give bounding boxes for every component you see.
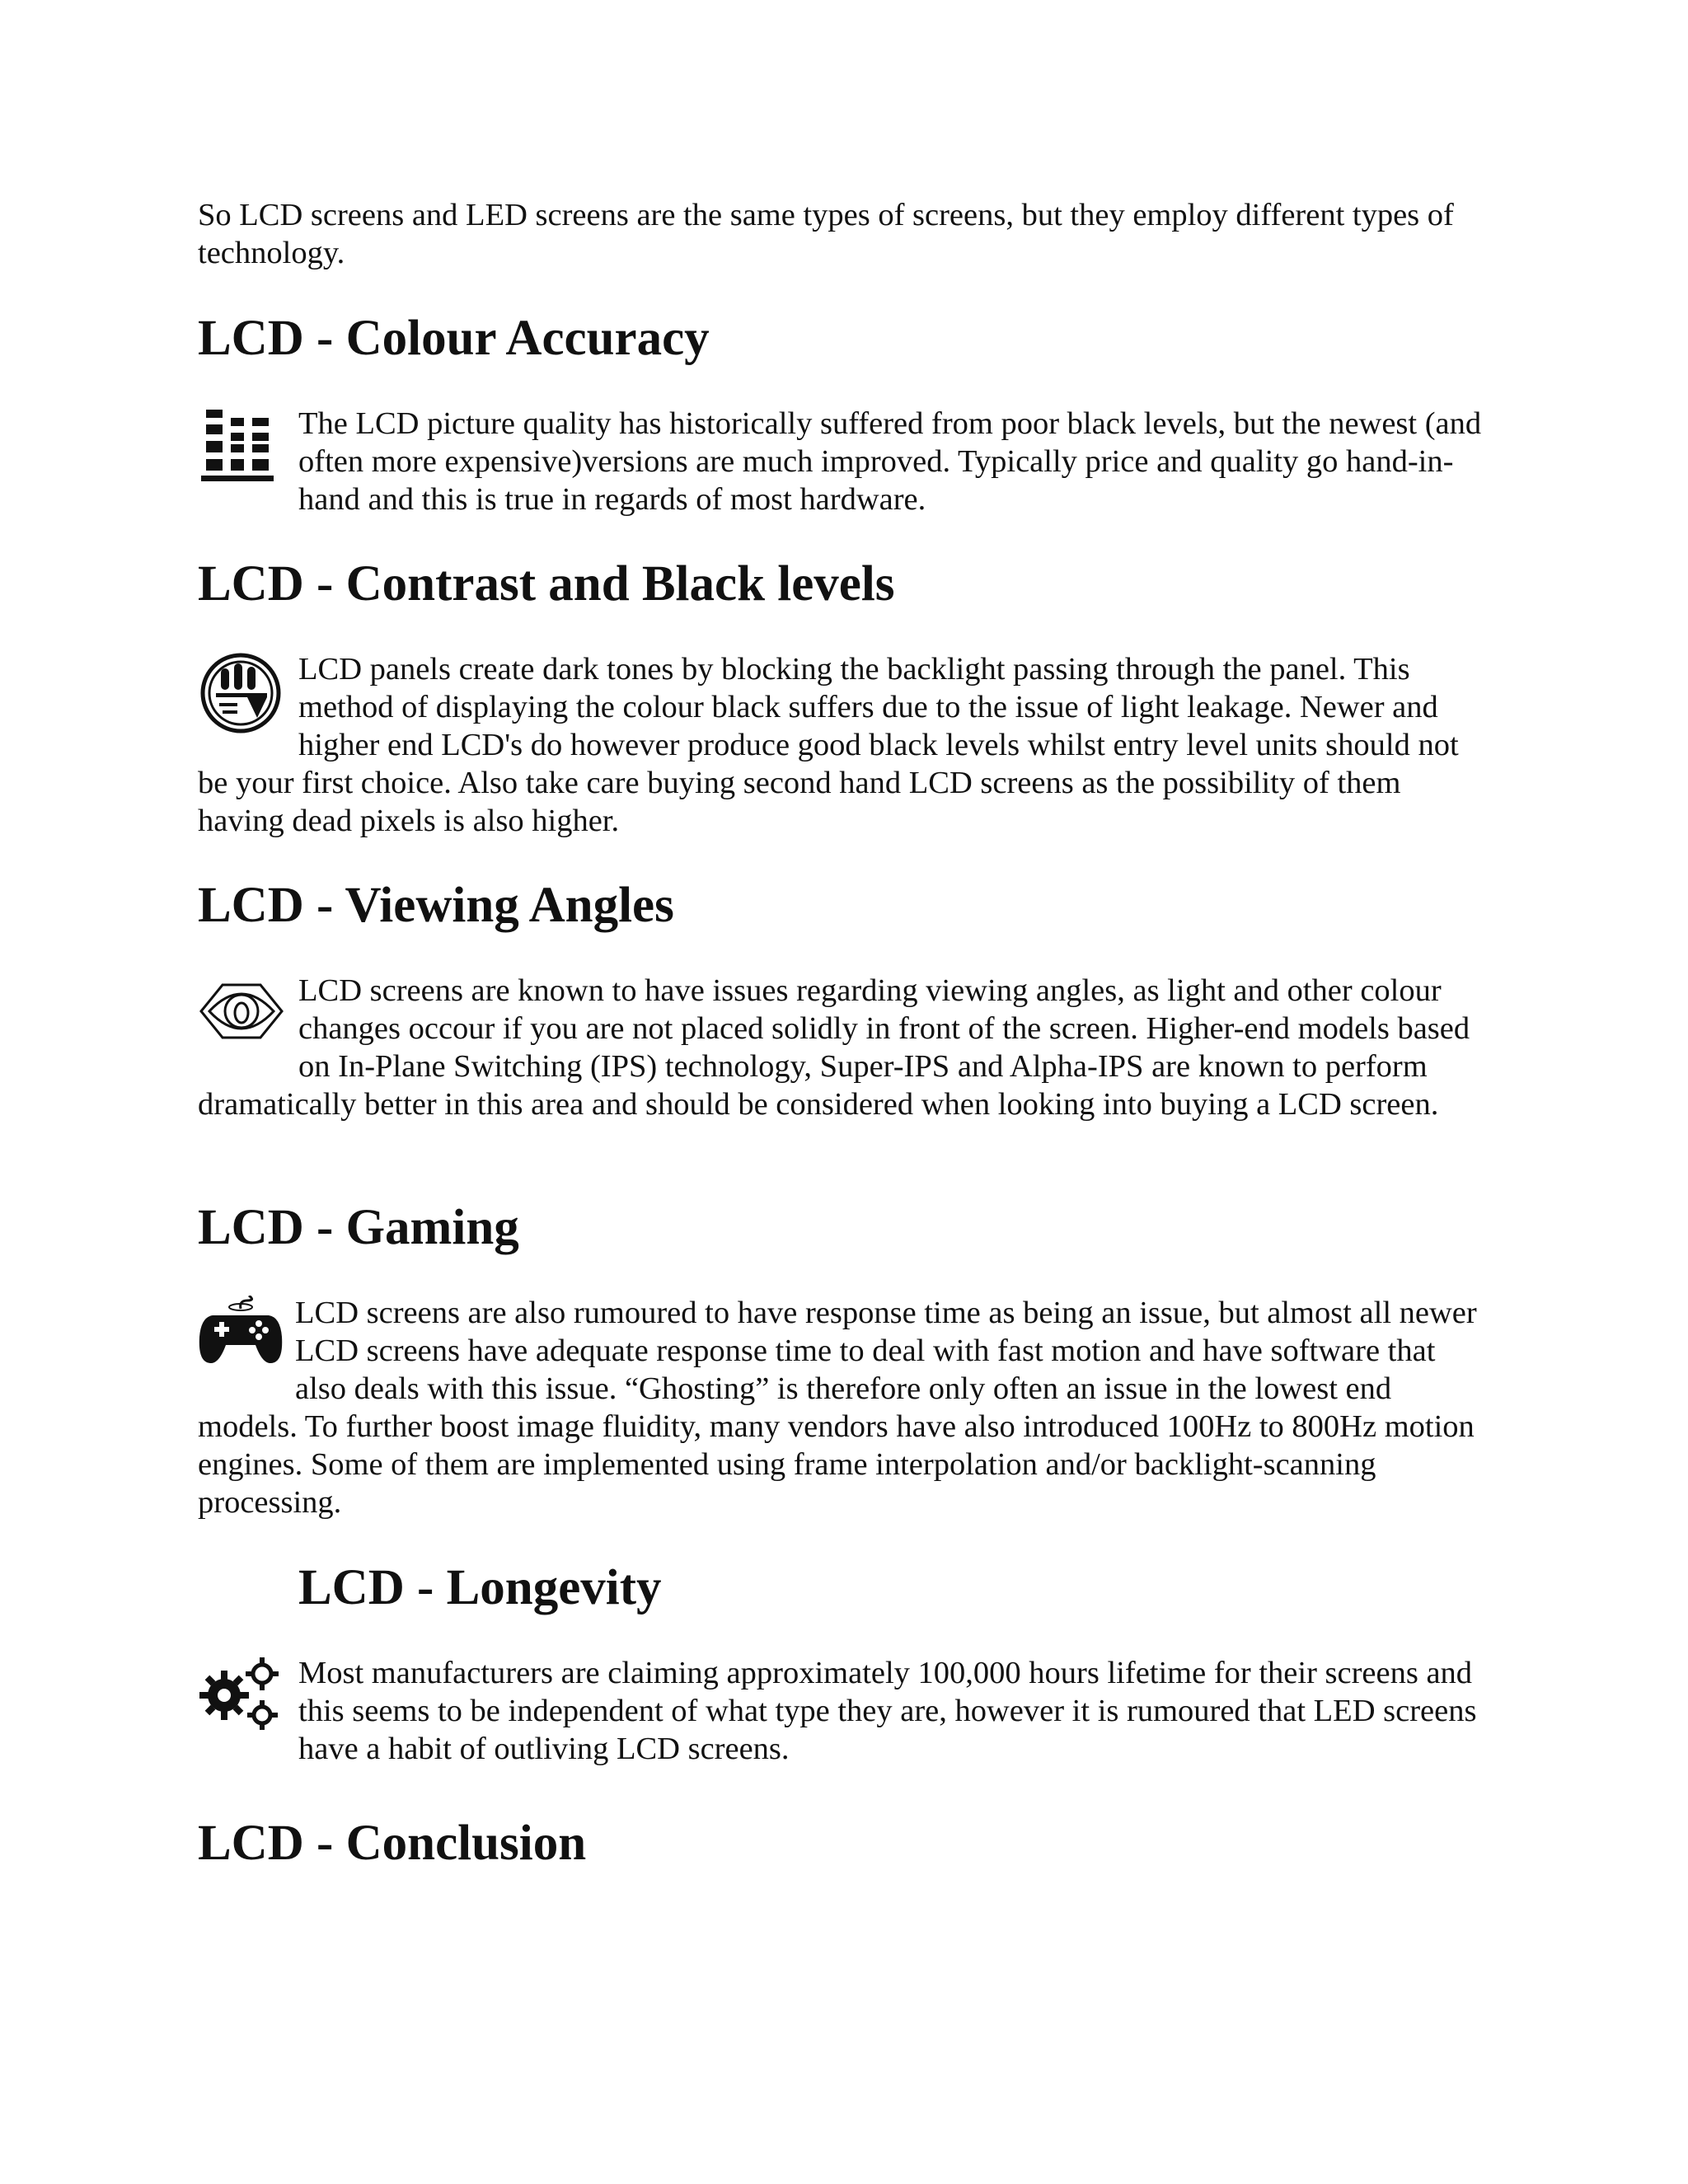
heading-longevity: LCD - Longevity (298, 1560, 662, 1615)
section-gaming (198, 1294, 1484, 1521)
heading-conclusion: LCD - Conclusion (198, 1816, 587, 1871)
section-viewing-angles-text: LCD screens are known to have issues regarding viewing angles, as light and other colour changes occour if you are not placed solidly in front of the screen. Higher-end models based on In-Plane Switching (IPS) technology, Super-IPS and Alpha-IPS are known to perform dramatically better in this area and should be considered when looking into buying a LCD screen. (198, 973, 1470, 1122)
section-contrast-black-levels (198, 650, 1484, 840)
intro-paragraph: So LCD screens and LED screens are the same types of screens, but they employ different types of technology. (198, 198, 1454, 270)
heading-gaming: LCD - Gaming (198, 1200, 519, 1255)
gamepad-icon (198, 1296, 295, 1371)
section-longevity (198, 1654, 1484, 1768)
section-contrast-black-levels-text: LCD panels create dark tones by blocking the backlight passing through the panel. This method of displaying the colour black suffers due to the issue of light leakage. Newer and higher end LCD's do however produce good black levels whilst entry level units should not be your first choice. Also take care buying second hand LCD screens as the possibility of them having dead pixels is also higher. (198, 652, 1459, 838)
heading-viewing-angles: LCD - Viewing Angles (198, 878, 674, 933)
heading-colour-accuracy: LCD - Colour Accuracy (198, 311, 710, 366)
section-longevity-text: Most manufacturers are claiming approximately 100,000 hours lifetime for their screens and this seems to be independent of what type they are, however it is rumoured that LED screens have a habit of outliving LCD screens. (298, 1656, 1477, 1766)
heading-contrast-black-levels: LCD - Contrast and Black levels (198, 556, 895, 612)
eye-icon (198, 973, 298, 1049)
section-gaming-text: LCD screens are also rumoured to have response time as being an issue, but almost all newer LCD screens have adequate response time to deal with fast motion and have software that also deals with this issue. “Ghosting” is therefore only often an issue in the lowest end models. To further boost image fluidity, many vendors have also introduced 100Hz to 800Hz motion engines. Some of them are implemented using frame interpolation and/or backlight-scanning processing. (198, 1296, 1477, 1520)
gears-icon (198, 1656, 298, 1736)
section-colour-accuracy (198, 405, 1484, 518)
section-viewing-angles (198, 972, 1484, 1123)
equalizer-icon (198, 406, 298, 497)
contrast-icon (198, 652, 298, 738)
section-colour-accuracy-text: The LCD picture quality has historically suffered from poor black levels, but the newest (and often more expensive)versions are much improved. Typically price and quality go hand-in-hand and this is true in regards of most hardware. (298, 406, 1482, 517)
